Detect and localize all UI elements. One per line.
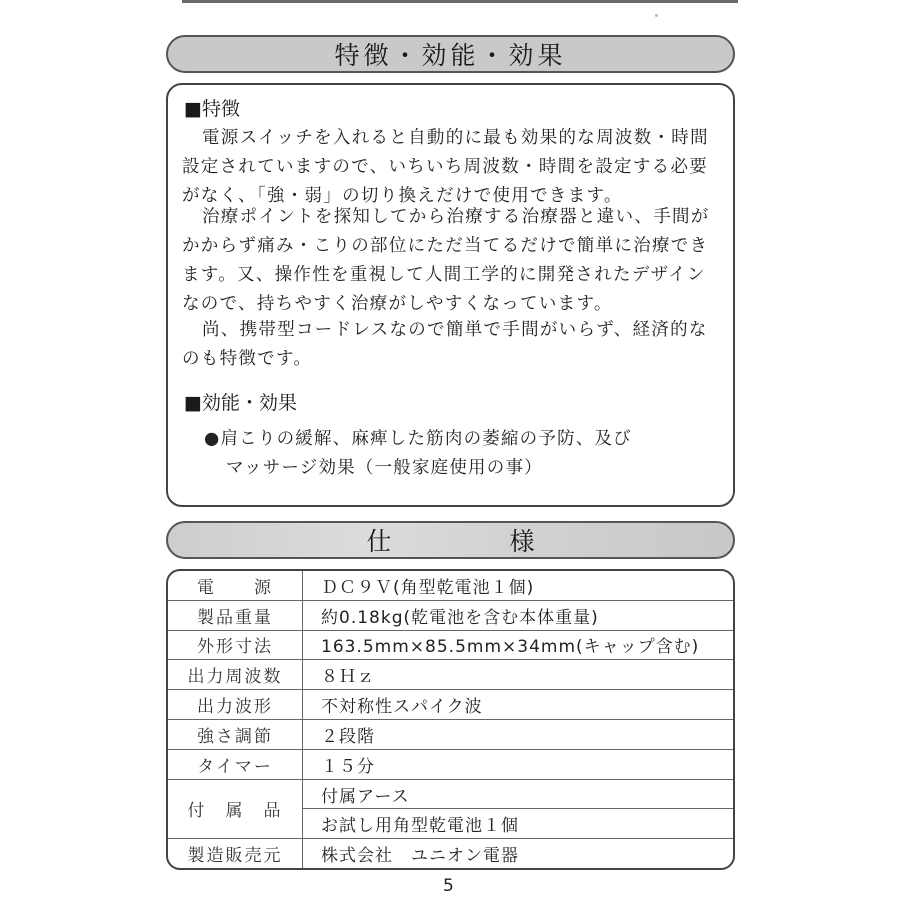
spec-label-accessories: 付 属 品 <box>168 779 303 839</box>
spec-value-accessory-1: 付属アース <box>303 779 734 809</box>
text-line: 設定されていますので、いちいち周波数・時間を設定する必要 <box>182 157 709 177</box>
specs-header-bar <box>166 521 735 559</box>
features-paragraph-1 <box>182 124 724 211</box>
spec-value-weight: 約0.18kg(乾電池を含む本体重量) <box>303 600 734 630</box>
specs-table <box>166 569 735 870</box>
spec-value-waveform: 不対称性スパイク波 <box>303 690 734 720</box>
text-line: 電源スイッチを入れると自動的に最も効果的な周波数・時間 <box>202 128 709 148</box>
scan-speck <box>655 14 658 17</box>
table-row <box>168 749 733 779</box>
table-row <box>168 719 733 749</box>
spec-value-manufacturer: 株式会社 ユニオン電器 <box>321 846 519 867</box>
spec-label-dimensions: 外形寸法 <box>168 630 303 660</box>
spec-value-accessory-2: お試し用角型乾電池１個 <box>303 809 734 839</box>
features-header-title: 特徴・効能・効果 <box>334 41 567 70</box>
efficacy-bullet-line-2: マッサージ効果（一般家庭使用の事） <box>226 458 543 478</box>
table-row <box>168 690 733 720</box>
text-line: ます。又、操作性を重視して人間工学的に開発されたデザイン <box>182 265 706 285</box>
table-row <box>168 779 733 809</box>
top-rule <box>182 0 738 3</box>
table-row <box>168 571 733 600</box>
text-line: のも特徴です。 <box>182 349 313 369</box>
table-row <box>168 660 733 690</box>
text-line: なので、持ちやすく治療がしやすくなっています。 <box>182 294 613 314</box>
features-paragraph-2 <box>182 203 724 319</box>
spec-value-frequency: ８Ｈｚ <box>303 660 734 690</box>
features-header-bar <box>166 35 735 73</box>
spec-value-dimensions: 163.5mm×85.5mm×34mm(キャップ含む) <box>303 630 734 660</box>
spec-value-intensity: ２段階 <box>303 719 734 749</box>
features-heading: ■特徴 <box>184 98 240 120</box>
spec-label-power: 電 源 <box>168 571 303 600</box>
spec-value-timer: １５分 <box>303 749 734 779</box>
spec-label-waveform: 出力波形 <box>168 690 303 720</box>
spec-value-power: ＤＣ９Ｖ(角型乾電池１個) <box>303 571 734 600</box>
text-line: がなく、「強・弱」の切り換えだけで使用できます。 <box>182 186 623 206</box>
spec-label-timer: タイマー <box>168 749 303 779</box>
features-paragraph-3 <box>182 316 724 374</box>
spec-label-manufacturer: 製造販売元 <box>168 839 303 868</box>
spec-label-intensity: 強さ調節 <box>168 719 303 749</box>
text-line: かからず痛み・こりの部位にただ当てるだけで簡単に治療でき <box>182 236 709 256</box>
spec-label-weight: 製品重量 <box>168 600 303 630</box>
page-number: 5 <box>443 876 454 896</box>
features-box <box>166 83 735 507</box>
table-row <box>168 839 733 868</box>
specs-header-title: 仕様 <box>366 527 653 556</box>
efficacy-heading: ■効能・効果 <box>184 392 297 414</box>
efficacy-bullet-line-1: ●肩こりの緩解、麻痺した筋肉の萎縮の予防、及び <box>204 429 632 449</box>
text-line: 治療ポイントを探知してから治療する治療器と違い、手間が <box>202 207 710 227</box>
table-row <box>168 600 733 630</box>
text-line: 尚、携帯型コードレスなので簡単で手間がいらず、経済的な <box>202 320 708 340</box>
table-row <box>168 630 733 660</box>
spec-label-frequency: 出力周波数 <box>168 660 303 690</box>
